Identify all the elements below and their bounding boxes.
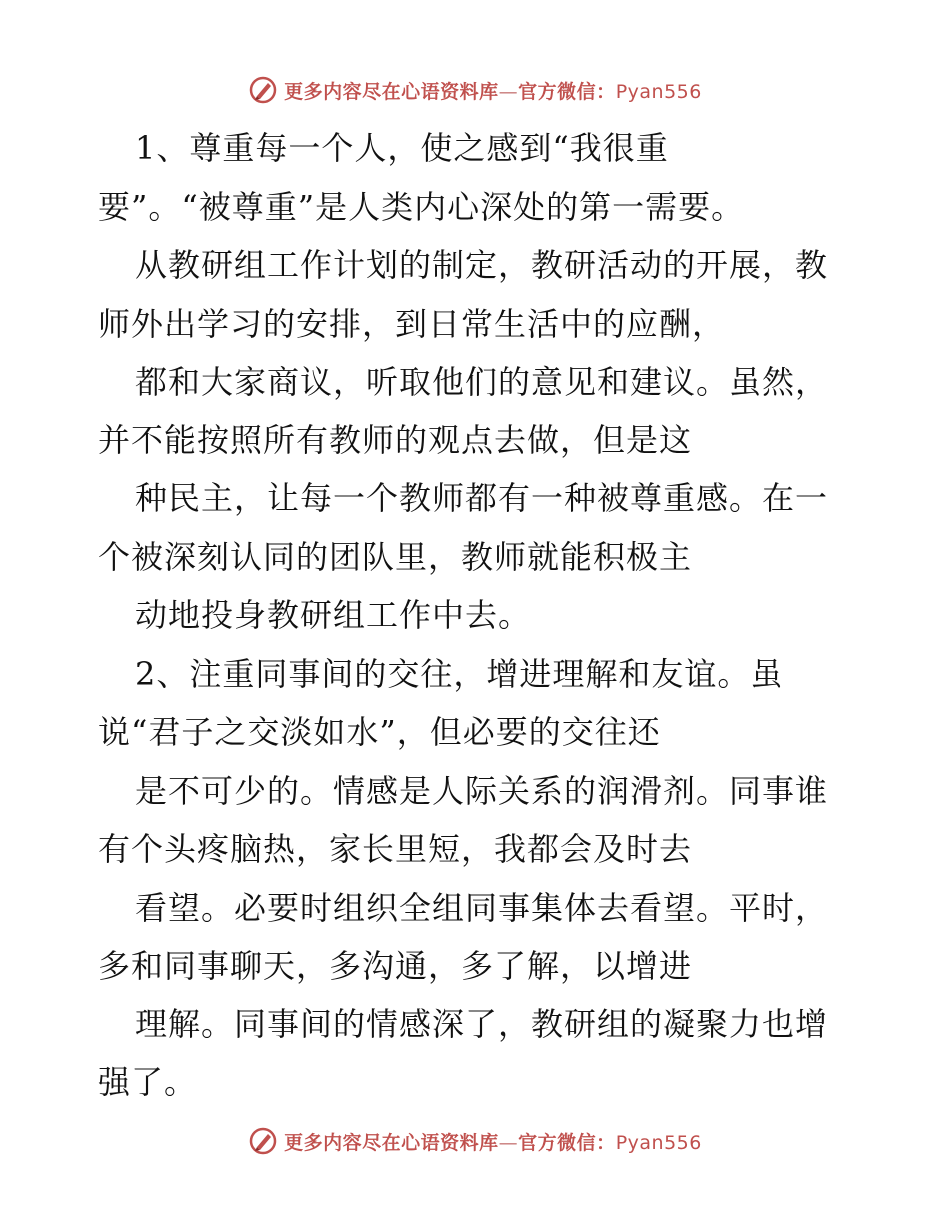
- paragraph-line: 说“君子之交淡如水”，但必要的交往还: [98, 713, 661, 751]
- paragraph-line: 并不能按照所有教师的观点去做，但是这: [98, 421, 693, 459]
- paragraph-line: 2、注重同事间的交往，增进理解和友谊。虽: [135, 655, 784, 693]
- paragraph-line: 有个头疼脑热，家长里短，我都会及时去: [98, 830, 693, 868]
- banner-text: [284, 1128, 702, 1155]
- banner-separator: —: [498, 1131, 519, 1154]
- paragraph-line: 看望。必要时组织全组同事集体去看望。平时，: [135, 889, 829, 927]
- paragraph-line: 是不可少的。情感是人际关系的润滑剂。同事谁: [135, 772, 829, 810]
- banner-separator: —: [498, 80, 519, 103]
- footer-watermark-banner: [0, 1124, 950, 1158]
- paragraph-line: 从教研组工作计划的制定，教研活动的开展，教: [135, 246, 829, 284]
- pen-circle-logo-icon: [248, 1126, 278, 1156]
- banner-wechat-label: 官方微信：: [518, 1131, 616, 1154]
- paragraph-line: 多和同事聊天，多沟通，多了解，以增进: [98, 947, 693, 985]
- banner-wechat-id: Pyan556: [615, 80, 702, 103]
- paragraph-line: 师外出学习的安排，到日常生活中的应酬，: [98, 305, 726, 343]
- banner-wechat-id: Pyan556: [615, 1131, 702, 1154]
- paragraph-line: 强了。: [98, 1063, 198, 1101]
- paragraph-line: 理解。同事间的情感深了，教研组的凝聚力也增: [135, 1005, 829, 1043]
- paragraph-line: 要”。“被尊重”是人类内心深处的第一需要。: [98, 188, 745, 226]
- paragraph-line: 动地投身教研组工作中去。: [135, 596, 532, 634]
- paragraph-line: 1、尊重每一个人，使之感到“我很重: [135, 129, 669, 167]
- paragraph-line: 种民主，让每一个教师都有一种被尊重感。在一: [135, 479, 829, 517]
- banner-wechat-label: 官方微信：: [518, 80, 616, 103]
- paragraph-line: 都和大家商议，听取他们的意见和建议。虽然，: [135, 363, 829, 401]
- banner-site-name: 更多内容尽在心语资料库: [284, 1131, 499, 1154]
- paragraph-line: 个被深刻认同的团队里，教师就能积极主: [98, 538, 693, 576]
- banner-site-name: 更多内容尽在心语资料库: [284, 80, 499, 103]
